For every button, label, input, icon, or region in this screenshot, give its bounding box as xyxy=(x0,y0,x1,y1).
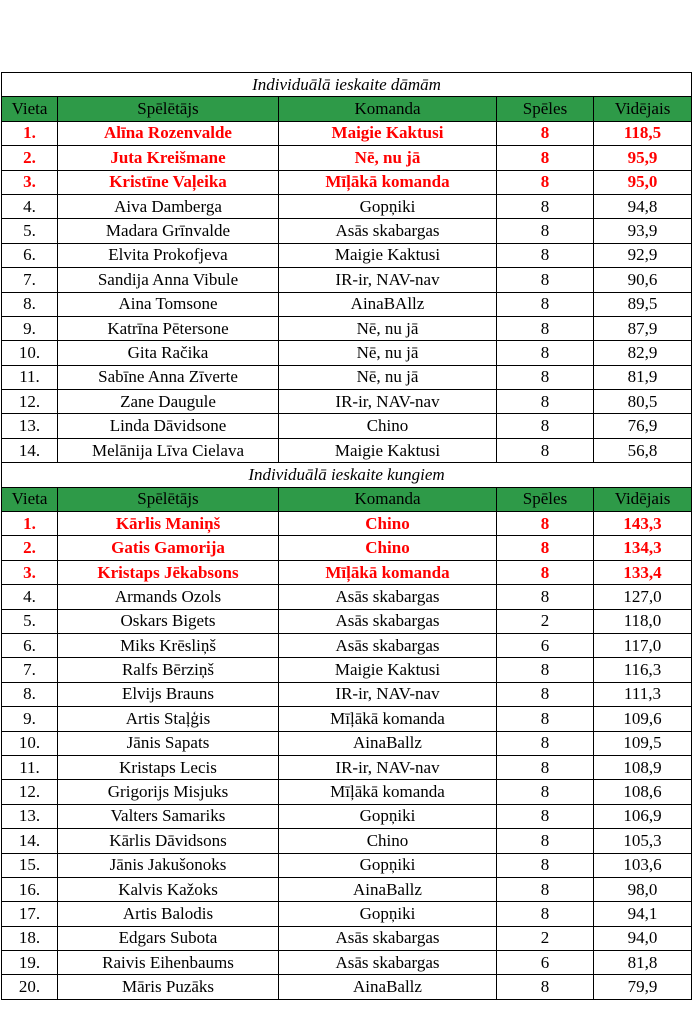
section-title-men xyxy=(2,463,692,487)
table-row xyxy=(2,292,692,316)
games-cell: 6 xyxy=(497,633,594,657)
team-cell: Mīļākā komanda xyxy=(279,170,497,194)
player-cell: Sabīne Anna Zīverte xyxy=(58,365,279,389)
player-cell: Kristīne Vaļeika xyxy=(58,170,279,194)
table-row xyxy=(2,268,692,292)
player-cell: Kristaps Lecis xyxy=(58,755,279,779)
table-row xyxy=(2,146,692,170)
games-cell: 8 xyxy=(497,975,594,999)
games-cell: 8 xyxy=(497,194,594,218)
average-cell: 116,3 xyxy=(594,658,692,682)
header-row xyxy=(2,97,692,121)
team-cell: Chino xyxy=(279,512,497,536)
rank-cell: 20. xyxy=(2,975,58,999)
player-cell: Artis Balodis xyxy=(58,902,279,926)
rank-cell: 5. xyxy=(2,609,58,633)
table-row xyxy=(2,926,692,950)
games-cell: 8 xyxy=(497,146,594,170)
games-cell: 2 xyxy=(497,609,594,633)
games-cell: 8 xyxy=(497,877,594,901)
average-cell: 76,9 xyxy=(594,414,692,438)
average-cell: 106,9 xyxy=(594,804,692,828)
average-cell: 118,5 xyxy=(594,121,692,145)
games-cell: 8 xyxy=(497,316,594,340)
player-cell: Aiva Damberga xyxy=(58,194,279,218)
rank-cell: 10. xyxy=(2,731,58,755)
player-cell: Grigorijs Misjuks xyxy=(58,780,279,804)
rank-cell: 13. xyxy=(2,414,58,438)
table-row xyxy=(2,243,692,267)
team-cell: Nē, nu jā xyxy=(279,316,497,340)
player-cell: Melānija Līva Cielava xyxy=(58,438,279,462)
section-title: Individuālā ieskaite kungiem xyxy=(2,463,692,487)
games-cell: 8 xyxy=(497,414,594,438)
team-cell: AinaBallz xyxy=(279,877,497,901)
average-cell: 133,4 xyxy=(594,560,692,584)
average-cell: 81,8 xyxy=(594,951,692,975)
average-cell: 81,9 xyxy=(594,365,692,389)
team-cell: IR-ir, NAV-nav xyxy=(279,755,497,779)
player-cell: Elvijs Brauns xyxy=(58,682,279,706)
average-cell: 109,5 xyxy=(594,731,692,755)
header-games: Spēles xyxy=(497,97,594,121)
player-cell: Gita Račika xyxy=(58,341,279,365)
table-row xyxy=(2,219,692,243)
rank-cell: 10. xyxy=(2,341,58,365)
team-cell: Mīļākā komanda xyxy=(279,707,497,731)
team-cell: Gopņiki xyxy=(279,853,497,877)
rank-cell: 17. xyxy=(2,902,58,926)
team-cell: Mīļākā komanda xyxy=(279,780,497,804)
games-cell: 8 xyxy=(497,560,594,584)
team-cell: Maigie Kaktusi xyxy=(279,658,497,682)
team-cell: AinaBAllz xyxy=(279,292,497,316)
table-row xyxy=(2,780,692,804)
player-cell: Katrīna Pētersone xyxy=(58,316,279,340)
header-player: Spēlētājs xyxy=(58,487,279,511)
games-cell: 8 xyxy=(497,731,594,755)
team-cell: Asās skabargas xyxy=(279,633,497,657)
games-cell: 8 xyxy=(497,170,594,194)
player-cell: Artis Staļģis xyxy=(58,707,279,731)
rank-cell: 19. xyxy=(2,951,58,975)
games-cell: 8 xyxy=(497,707,594,731)
rank-cell: 1. xyxy=(2,512,58,536)
results-document xyxy=(1,72,691,1000)
header-games: Spēles xyxy=(497,487,594,511)
team-cell: Gopņiki xyxy=(279,804,497,828)
team-cell: Maigie Kaktusi xyxy=(279,243,497,267)
player-cell: Madara Grīnvalde xyxy=(58,219,279,243)
rank-cell: 5. xyxy=(2,219,58,243)
player-cell: Edgars Subota xyxy=(58,926,279,950)
average-cell: 105,3 xyxy=(594,829,692,853)
games-cell: 8 xyxy=(497,121,594,145)
table-row xyxy=(2,170,692,194)
average-cell: 79,9 xyxy=(594,975,692,999)
team-cell: Maigie Kaktusi xyxy=(279,121,497,145)
rank-cell: 11. xyxy=(2,755,58,779)
table-row xyxy=(2,390,692,414)
team-cell: IR-ir, NAV-nav xyxy=(279,268,497,292)
average-cell: 94,1 xyxy=(594,902,692,926)
table-row xyxy=(2,316,692,340)
player-cell: Kārlis Maniņš xyxy=(58,512,279,536)
team-cell: IR-ir, NAV-nav xyxy=(279,682,497,706)
table-row xyxy=(2,877,692,901)
header-row xyxy=(2,487,692,511)
average-cell: 56,8 xyxy=(594,438,692,462)
rank-cell: 4. xyxy=(2,585,58,609)
section-title: Individuālā ieskaite dāmām xyxy=(2,73,692,97)
player-cell: Kārlis Dāvidsons xyxy=(58,829,279,853)
team-cell: Chino xyxy=(279,829,497,853)
team-cell: Maigie Kaktusi xyxy=(279,438,497,462)
games-cell: 8 xyxy=(497,390,594,414)
average-cell: 127,0 xyxy=(594,585,692,609)
player-cell: Juta Kreišmane xyxy=(58,146,279,170)
games-cell: 8 xyxy=(497,365,594,389)
games-cell: 8 xyxy=(497,804,594,828)
table-row xyxy=(2,585,692,609)
games-cell: 8 xyxy=(497,512,594,536)
header-player: Spēlētājs xyxy=(58,97,279,121)
player-cell: Alīna Rozenvalde xyxy=(58,121,279,145)
team-cell: Asās skabargas xyxy=(279,219,497,243)
average-cell: 134,3 xyxy=(594,536,692,560)
games-cell: 8 xyxy=(497,658,594,682)
rank-cell: 8. xyxy=(2,292,58,316)
player-cell: Māris Puzāks xyxy=(58,975,279,999)
average-cell: 118,0 xyxy=(594,609,692,633)
average-cell: 108,9 xyxy=(594,755,692,779)
rank-cell: 11. xyxy=(2,365,58,389)
header-team: Komanda xyxy=(279,487,497,511)
team-cell: Chino xyxy=(279,414,497,438)
player-cell: Zane Daugule xyxy=(58,390,279,414)
rank-cell: 3. xyxy=(2,560,58,584)
table-row xyxy=(2,902,692,926)
rank-cell: 2. xyxy=(2,146,58,170)
table-row xyxy=(2,365,692,389)
table-row xyxy=(2,633,692,657)
rank-cell: 15. xyxy=(2,853,58,877)
table-row xyxy=(2,438,692,462)
average-cell: 143,3 xyxy=(594,512,692,536)
table-row xyxy=(2,609,692,633)
rank-cell: 9. xyxy=(2,316,58,340)
team-cell: Mīļākā komanda xyxy=(279,560,497,584)
games-cell: 8 xyxy=(497,243,594,267)
average-cell: 108,6 xyxy=(594,780,692,804)
header-average: Vidējais xyxy=(594,97,692,121)
average-cell: 95,9 xyxy=(594,146,692,170)
team-cell: Gopņiki xyxy=(279,902,497,926)
average-cell: 117,0 xyxy=(594,633,692,657)
rank-cell: 14. xyxy=(2,438,58,462)
games-cell: 6 xyxy=(497,951,594,975)
team-cell: Asās skabargas xyxy=(279,926,497,950)
player-cell: Valters Samariks xyxy=(58,804,279,828)
games-cell: 8 xyxy=(497,292,594,316)
average-cell: 92,9 xyxy=(594,243,692,267)
games-cell: 8 xyxy=(497,682,594,706)
average-cell: 94,0 xyxy=(594,926,692,950)
average-cell: 95,0 xyxy=(594,170,692,194)
games-cell: 8 xyxy=(497,829,594,853)
table-row xyxy=(2,951,692,975)
table-row xyxy=(2,804,692,828)
team-cell: Nē, nu jā xyxy=(279,365,497,389)
average-cell: 98,0 xyxy=(594,877,692,901)
player-cell: Elvita Prokofjeva xyxy=(58,243,279,267)
table-row xyxy=(2,829,692,853)
table-row xyxy=(2,682,692,706)
games-cell: 8 xyxy=(497,780,594,804)
player-cell: Linda Dāvidsone xyxy=(58,414,279,438)
team-cell: Nē, nu jā xyxy=(279,146,497,170)
rank-cell: 16. xyxy=(2,877,58,901)
rank-cell: 12. xyxy=(2,780,58,804)
games-cell: 8 xyxy=(497,585,594,609)
rank-cell: 1. xyxy=(2,121,58,145)
header-average: Vidējais xyxy=(594,487,692,511)
games-cell: 2 xyxy=(497,926,594,950)
team-cell: AinaBallz xyxy=(279,975,497,999)
average-cell: 103,6 xyxy=(594,853,692,877)
header-team: Komanda xyxy=(279,97,497,121)
games-cell: 8 xyxy=(497,902,594,926)
table-row xyxy=(2,194,692,218)
player-cell: Kristaps Jēkabsons xyxy=(58,560,279,584)
average-cell: 109,6 xyxy=(594,707,692,731)
player-cell: Raivis Eihenbaums xyxy=(58,951,279,975)
team-cell: Chino xyxy=(279,536,497,560)
team-cell: Asās skabargas xyxy=(279,609,497,633)
average-cell: 82,9 xyxy=(594,341,692,365)
average-cell: 93,9 xyxy=(594,219,692,243)
rank-cell: 4. xyxy=(2,194,58,218)
player-cell: Jānis Jakušonoks xyxy=(58,853,279,877)
table-row xyxy=(2,707,692,731)
rank-cell: 6. xyxy=(2,633,58,657)
section-title-women xyxy=(2,73,692,97)
player-cell: Aina Tomsone xyxy=(58,292,279,316)
player-cell: Sandija Anna Vibule xyxy=(58,268,279,292)
average-cell: 90,6 xyxy=(594,268,692,292)
table-row xyxy=(2,975,692,999)
player-cell: Ralfs Bērziņš xyxy=(58,658,279,682)
team-cell: Gopņiki xyxy=(279,194,497,218)
average-cell: 94,8 xyxy=(594,194,692,218)
table-row xyxy=(2,658,692,682)
rank-cell: 9. xyxy=(2,707,58,731)
rank-cell: 7. xyxy=(2,658,58,682)
games-cell: 8 xyxy=(497,438,594,462)
table-row xyxy=(2,560,692,584)
rank-cell: 12. xyxy=(2,390,58,414)
rank-cell: 7. xyxy=(2,268,58,292)
games-cell: 8 xyxy=(497,853,594,877)
rank-cell: 8. xyxy=(2,682,58,706)
average-cell: 80,5 xyxy=(594,390,692,414)
games-cell: 8 xyxy=(497,341,594,365)
games-cell: 8 xyxy=(497,219,594,243)
player-cell: Armands Ozols xyxy=(58,585,279,609)
table-row xyxy=(2,512,692,536)
average-cell: 89,5 xyxy=(594,292,692,316)
table-row xyxy=(2,414,692,438)
table-row xyxy=(2,853,692,877)
games-cell: 8 xyxy=(497,268,594,292)
average-cell: 111,3 xyxy=(594,682,692,706)
rank-cell: 6. xyxy=(2,243,58,267)
table-row xyxy=(2,536,692,560)
table-row xyxy=(2,121,692,145)
rank-cell: 14. xyxy=(2,829,58,853)
results-body xyxy=(2,73,692,1000)
rank-cell: 3. xyxy=(2,170,58,194)
player-cell: Miks Krēsliņš xyxy=(58,633,279,657)
table-row xyxy=(2,341,692,365)
header-rank: Vieta xyxy=(2,97,58,121)
team-cell: IR-ir, NAV-nav xyxy=(279,390,497,414)
rank-cell: 18. xyxy=(2,926,58,950)
table-row xyxy=(2,731,692,755)
games-cell: 8 xyxy=(497,536,594,560)
team-cell: Asās skabargas xyxy=(279,585,497,609)
rank-cell: 13. xyxy=(2,804,58,828)
player-cell: Gatis Gamorija xyxy=(58,536,279,560)
team-cell: Nē, nu jā xyxy=(279,341,497,365)
player-cell: Jānis Sapats xyxy=(58,731,279,755)
player-cell: Kalvis Kažoks xyxy=(58,877,279,901)
team-cell: Asās skabargas xyxy=(279,951,497,975)
header-rank: Vieta xyxy=(2,487,58,511)
player-cell: Oskars Bigets xyxy=(58,609,279,633)
table-row xyxy=(2,755,692,779)
rank-cell: 2. xyxy=(2,536,58,560)
games-cell: 8 xyxy=(497,755,594,779)
results-table xyxy=(1,72,692,1000)
team-cell: AinaBallz xyxy=(279,731,497,755)
average-cell: 87,9 xyxy=(594,316,692,340)
